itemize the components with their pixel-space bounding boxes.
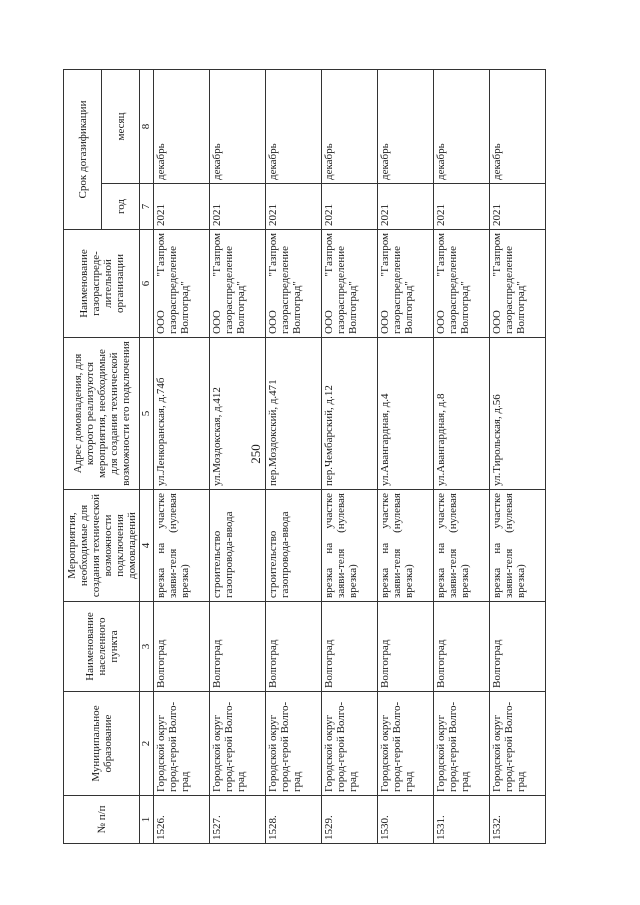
header-year: год [102, 184, 140, 230]
cell-month: декабрь [378, 69, 434, 183]
cell-month: декабрь [490, 69, 546, 183]
cell-year: 2021 [490, 184, 546, 230]
cell-num: 1530. [378, 796, 434, 844]
table-row [322, 69, 378, 843]
header-organization: Наименование газораспреде-лительной организации [64, 230, 140, 338]
header-term: Срок догазификации [64, 69, 102, 229]
cell-num: 1526. [154, 796, 210, 844]
cell-month: декабрь [266, 69, 322, 183]
column-number: 2 [140, 692, 154, 796]
cell-num: 1531. [434, 796, 490, 844]
table-row [490, 69, 546, 843]
cell-address: ул.Моздокская, д.412 [210, 338, 266, 490]
page-number: 250 [248, 444, 263, 464]
column-number: 3 [140, 602, 154, 692]
cell-num: 1529. [322, 796, 378, 844]
cell-year: 2021 [434, 184, 490, 230]
cell-num: 1528. [266, 796, 322, 844]
cell-organization: ООО "Газпром газораспределение Волгоград" [154, 230, 210, 338]
table-row [210, 69, 266, 843]
cell-locality: Волгоград [322, 602, 378, 692]
cell-locality: Волгоград [434, 602, 490, 692]
cell-measures: врезка на участке заяви-теля (нулевая врезка) [154, 490, 210, 602]
cell-locality: Волгоград [490, 602, 546, 692]
header-measures: Мероприятия, необходимые для создания технической возможности подключения домовладений [64, 490, 140, 602]
cell-year: 2021 [210, 184, 266, 230]
cell-address: ул.Авангардная, д.8 [434, 338, 490, 490]
cell-address: пер.Чембарский, д.12 [322, 338, 378, 490]
cell-measures: врезка на участке заяви-теля (нулевая врезка) [490, 490, 546, 602]
cell-month: декабрь [322, 69, 378, 183]
cell-municipality: Городской округ город-герой Волго-град [434, 692, 490, 796]
cell-locality: Волгоград [154, 602, 210, 692]
cell-month: декабрь [210, 69, 266, 183]
table-row [434, 69, 490, 843]
cell-organization: ООО "Газпром газораспределение Волгоград" [210, 230, 266, 338]
cell-month: декабрь [434, 69, 490, 183]
cell-municipality: Городской округ город-герой Волго-град [266, 692, 322, 796]
rotated-table-container [63, 70, 557, 844]
cell-address: ул.Тирольская, д.56 [490, 338, 546, 490]
cell-year: 2021 [378, 184, 434, 230]
cell-locality: Волгоград [210, 602, 266, 692]
cell-organization: ООО "Газпром газораспределение Волгоград" [490, 230, 546, 338]
column-number: 4 [140, 490, 154, 602]
cell-address: пер.Моздокский, д.471 [266, 338, 322, 490]
cell-address: ул.Авангардная, д.4 [378, 338, 434, 490]
table-row [154, 69, 210, 843]
cell-organization: ООО "Газпром газораспределение Волгоград" [266, 230, 322, 338]
table-row [378, 69, 434, 843]
cell-measures: врезка на участке заяви-теля (нулевая врезка) [322, 490, 378, 602]
cell-address: ул.Ленкоранская, д.74б [154, 338, 210, 490]
header-address: Адрес домовладения, для которого реализуются мероприятия, необходимые для создания технической возможности его подключения [64, 338, 140, 490]
cell-municipality: Городской округ город-герой Волго-град [378, 692, 434, 796]
cell-measures: строительство газопровода-ввода [210, 490, 266, 602]
cell-num: 1532. [490, 796, 546, 844]
column-number: 6 [140, 230, 154, 338]
column-number: 8 [140, 69, 154, 183]
cell-locality: Волгоград [378, 602, 434, 692]
header-municipality: Муниципальное образование [64, 692, 140, 796]
cell-municipality: Городской округ город-герой Волго-град [154, 692, 210, 796]
column-number: 5 [140, 338, 154, 490]
cell-organization: ООО "Газпром газораспределение Волгоград" [378, 230, 434, 338]
cell-year: 2021 [154, 184, 210, 230]
header-month: месяц [102, 69, 140, 183]
cell-year: 2021 [322, 184, 378, 230]
table-row [266, 69, 322, 843]
cell-measures: врезка на участке заяви-теля (нулевая врезка) [378, 490, 434, 602]
header-num: № п/п [64, 796, 140, 844]
cell-municipality: Городской округ город-герой Волго-град [210, 692, 266, 796]
column-numbers-row [140, 69, 154, 843]
column-number: 7 [140, 184, 154, 230]
cell-measures: строительство газопровода-ввода [266, 490, 322, 602]
cell-locality: Волгоград [266, 602, 322, 692]
cell-year: 2021 [266, 184, 322, 230]
cell-num: 1527. [210, 796, 266, 844]
column-number: 1 [140, 796, 154, 844]
gasification-table [63, 69, 546, 844]
header-locality: Наименование населенного пункта [64, 602, 140, 692]
cell-organization: ООО "Газпром газораспределение Волгоград" [322, 230, 378, 338]
cell-municipality: Городской округ город-герой Волго-град [490, 692, 546, 796]
cell-municipality: Городской округ город-герой Волго-град [322, 692, 378, 796]
cell-measures: врезка на участке заяви-теля (нулевая врезка) [434, 490, 490, 602]
cell-organization: ООО "Газпром газораспределение Волгоград" [434, 230, 490, 338]
cell-month: декабрь [154, 69, 210, 183]
